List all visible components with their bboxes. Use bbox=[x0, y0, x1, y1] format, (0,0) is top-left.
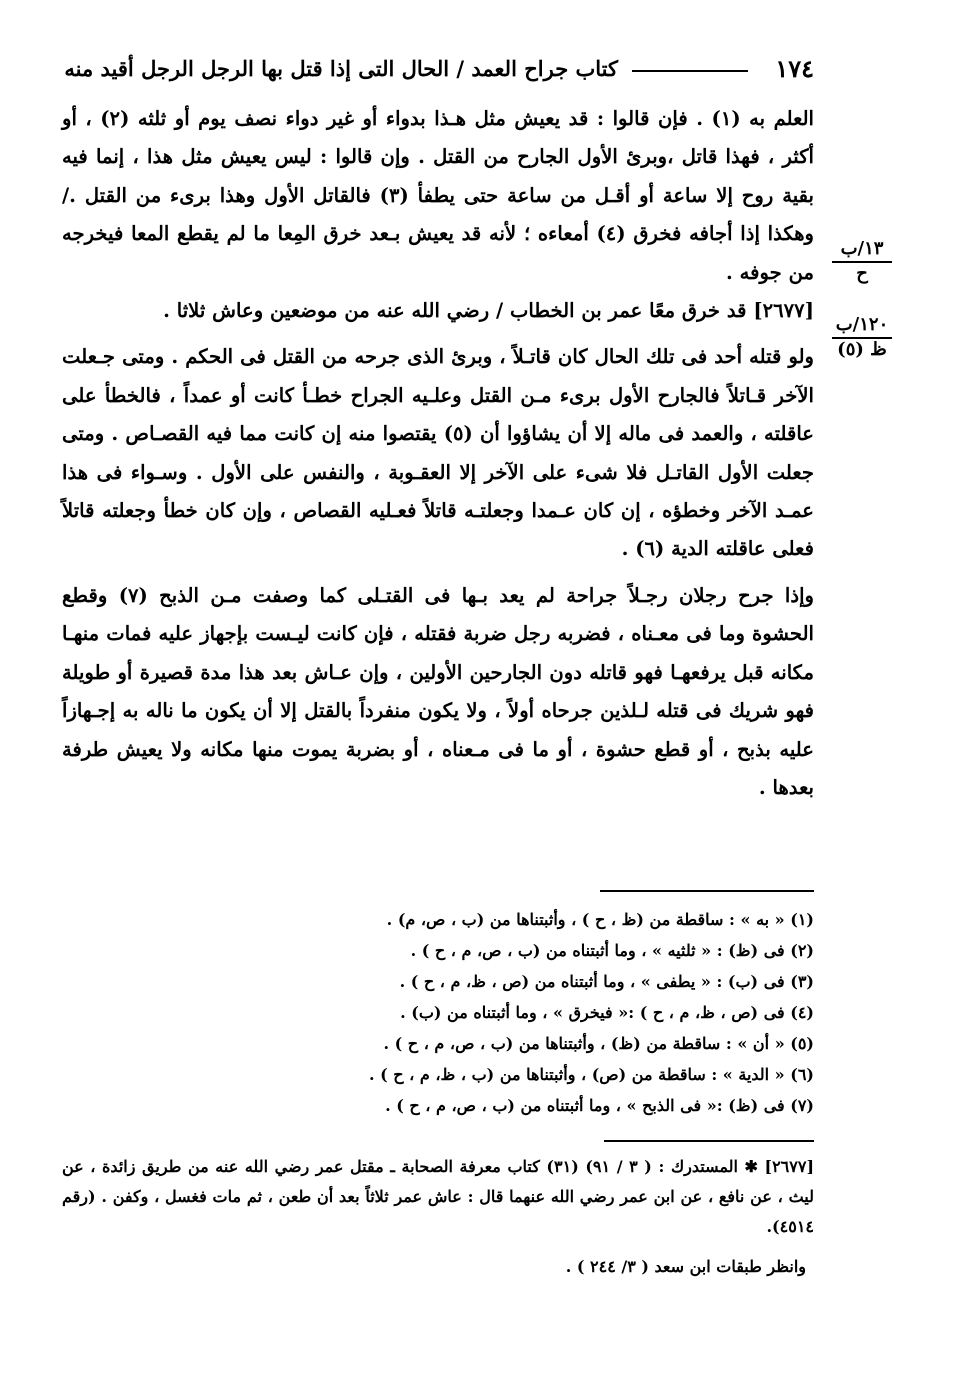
footnote: (١) « به » : ساقطة من (ظ ، ح ) ، وأثبتناها من (ب ، ص، م) . bbox=[386, 910, 814, 929]
footnote: (٤) فى (ص ، ظ، م ، ح ) :« فيخرق » ، وما أثبتناه من (ب) . bbox=[400, 1003, 814, 1022]
footnote: (٧) فى (ظ) :« فى الذبح » ، وما أثبتناه من (ب ، ص، م ، ح ) . bbox=[385, 1096, 814, 1115]
references bbox=[62, 1152, 814, 1282]
reference-main: [٢٦٧٧] ✱ المستدرك : ( ٣ / ٩١) (٣١) كتاب معرفة الصحابة ـ مقتل عمر رضي الله عنه من طريق زائدة ، عن ليث ، عن نافع ، عن ابن عمر رضي الله عنهما قال : عاش عمر ثلاثاً بعد أن طعن ، ثم مات فغسل ، وكفن . (رقم ٤٥١٤). bbox=[62, 1157, 815, 1236]
margin-note-siglum: ح bbox=[856, 263, 868, 284]
reference-source: وانظر طبقات ابن سعد ( ٣/ ٢٤٤ ) . bbox=[565, 1257, 806, 1276]
paragraph: العلم به (١) . فإن قالوا : قد يعيش مثل هـذا بدواء أو غير دواء نصف يوم أو ثلثه (٢) ، أو أكثر ، فهذا قاتل ،وبرئ الأول الجارح من القتل . وإن قالوا : ليس يعيش مثل هذا ، إنما فيه بقية روح إلا ساعة أو أقـل من ساعة حتى يطفأ (٣) فالقاتل الأول وهذا برىء من القتل ./ وهكذا إذا أجافه فخرق (٤) أمعاءه ؛ لأنه قد يعيش بـعد خرق المِعا ما لم يقطع المعا فيخرجه من جوفه . bbox=[62, 107, 814, 284]
reference-rule bbox=[604, 1140, 814, 1142]
footnote-rule bbox=[600, 890, 814, 892]
footnote: (٦) « الدية » : ساقطة من (ص) ، وأثبتناها من (ب ، ظ، م ، ح ) . bbox=[368, 1065, 814, 1084]
footnote: (٣) فى (ب) : « يطفى » ، وما أثبتناه من (ص ، ظ، م ، ح ) . bbox=[399, 972, 814, 991]
hadith-paragraph: [٢٦٧٧] قد خرق معًا عمر بن الخطاب / رضي الله عنه من موضعين وعاش ثلاثا . bbox=[163, 299, 814, 323]
margin-note-folio: ١٣/ب bbox=[832, 238, 892, 263]
margin-note-folio: ١٢٠/ب bbox=[832, 314, 892, 339]
margin-note-manuscript-2 bbox=[832, 314, 892, 360]
page-title: كتاب جراح العمد / الحال التى إذا قتل بها الرجل الرجل أقيد منه bbox=[64, 56, 618, 81]
header-rule bbox=[632, 70, 748, 72]
margin-note-manuscript-1 bbox=[832, 238, 892, 284]
page-number: ١٧٤ bbox=[775, 54, 814, 83]
main-text bbox=[62, 100, 814, 807]
footnotes bbox=[200, 904, 814, 1121]
page-header bbox=[66, 52, 814, 92]
paragraph: وإذا جرح رجلان رجـلاً جراحة لم يعد بـها فى القتـلى كما وصفت مـن الذبح (٧) وقطع الحشوة وما فى معـناه ، فضربه رجل ضربة فقتله ، فإن كانت ليـست بإجهاز عليه فمات منهـا مكانه قبل يرفعهـا فهو قاتله دون الجارحين الأولين ، وإن عـاش بعد هذا مدة قصيرة أو طويلة فهو شريك فى قتله لـلذين جرحاه أولاً ، ولا يكون منفرداً بالقتل إلا أن يكون ما ناله به إجـهازاً عليه بذبح ، أو قطع حشوة ، أو ما فى مـعناه ، أو بضربة يموت منها مكانه ولا يعيش طرفة بعدها . bbox=[62, 583, 815, 799]
paragraph: ولو قتله أحد فى تلك الحال كان قاتـلاً ، وبرئ الذى جرحه من القتل فى الحكم . ومتى جـعلت الآخر قـاتلاً فالجارح الأول برىء مـن القتل وعلـيه الجراح خطـأ كانت أو عمداً ، فالخطأ على عاقلته ، والعمد فى ماله إلا أن يشاؤوا أن (٥) يقتصوا منه إن كانت مما فيه القصـاص . ومتى جعلت الأول القاتـل فلا شىء على الآخر إلا العقـوبة ، والنفس على الأول . وسـواء فى هذا عمـد الآخر وخطؤه ، إن كان عـمدا وجعلتـه قاتلاً فعـليه القصاص ، وإن كان خطأ وجعلته قاتلاً فعلى عاقلته الدية (٦) . bbox=[62, 345, 814, 561]
footnote: (٥) « أن » : ساقطة من (ظ) ، وأثبتناها من (ب ، ص، م ، ح ) . bbox=[383, 1034, 814, 1053]
footnote: (٢) فى (ظ) : « ثلثيه » ، وما أثبتناه من (ب ، ص، م ، ح ) . bbox=[410, 941, 814, 960]
margin-note-siglum: ظ (٥) bbox=[837, 339, 887, 360]
